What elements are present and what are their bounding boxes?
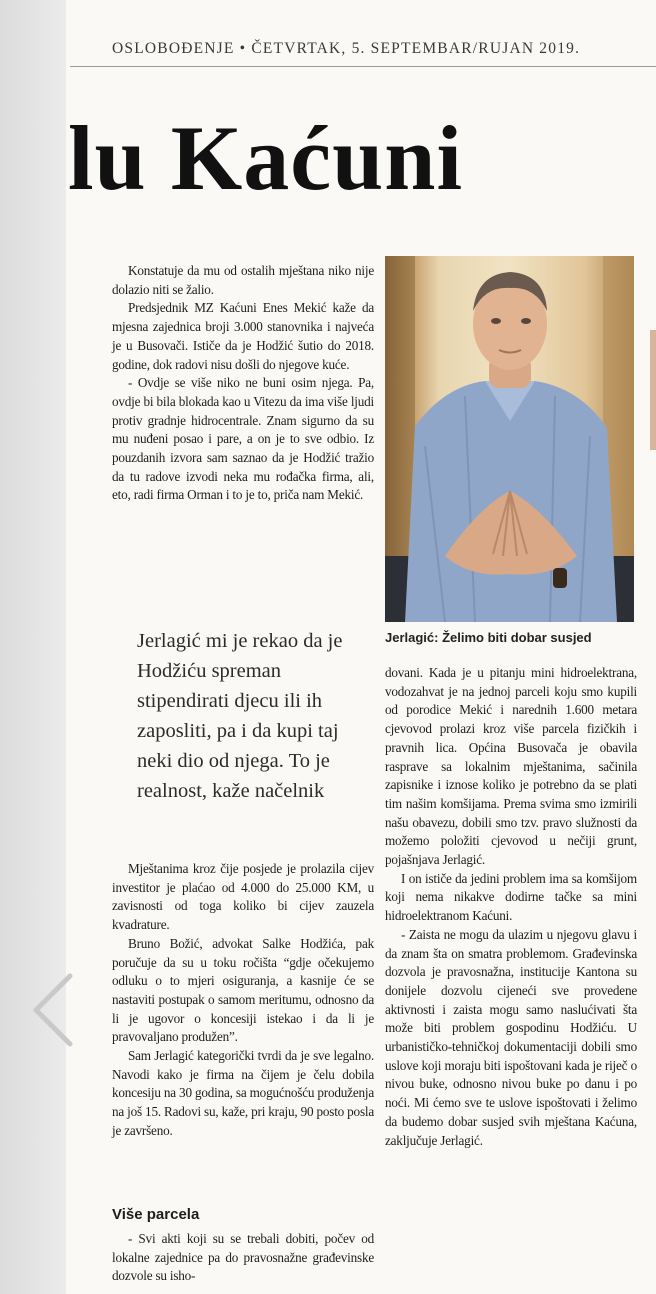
paragraph: - Zaista ne mogu da ulazim u njegovu glavu i da znam šta on smatra problemom. Građevinska dozvola je pravosnažna, institucije Kantona su donijele dozvolu cijeneći sve provedene aktivnosti i zaista mogu samo naslućivati šta može biti problem gospodinu Hodžiću. U urbanističko-tehničkoj dokumentaciji dobili smo uslove koji moraju biti ispoštovani kada je riječ o nivou buke, odnosno nivou buke po danu i po noći. Mi ćemo sve te uslove ispoštovati i želimo da budemo dobar susjed svih mještana Kaćuna, zaključuje Jerlagić.	[385, 926, 637, 1148]
paragraph: dovani. Kada je u pitanju mini hidroelektrana, vodozahvat je na jednoj parceli koju smo kupili od porodice Mekić i narednih 1.600 metara cjevovod prolazi kroz više parcela fizičkih i pravnih lica. Općina Busovača je obavila rasprave sa lokalnim mještanima, sačinila zapisnike i iznose koliko je potrebno da se plati tim našim komšijama. Prema svima smo izmirili našu obavezu, dobili smo tzv. pravo služnosti da možemo položiti cjevovod u nečiji grunt, pojašnjava Jerlagić.	[385, 665, 637, 868]
paragraph: Konstatuje da mu od ostalih mještana niko nije dolazio niti se žalio.	[112, 263, 374, 297]
paragraph: - Svi akti koji su se trebali dobiti, počev od lokalne zajednice pa do pravosnažne građevinske dozvole su isho-	[112, 1231, 374, 1284]
paragraph: I on ističe da jedini problem ima sa komšijom koji nema nikakve dodirne tačke sa mini hidroelektranom Kaćuni.	[385, 870, 637, 924]
paragraph: Predsjednik MZ Kaćuni Enes Mekić kaže da mjesna zajednica broji 3.000 stanovnika i najveća je u Busovači. Ističe da je Hodžić šutio do 2018. godine, dok radovi nisu došli do njegove kuće.	[112, 300, 374, 372]
paragraph: Bruno Božić, advokat Salke Hodžića, pak poručuje da su u toku ročišta “gdje očekujemo odluku o to mjeri osiguranja, a kasnije će se nastaviti postupak o samom meritumu, odnosno da li je ugovor o koncesiji istekao i da li je pravovaljano produžen”.	[112, 935, 374, 1045]
headline: lu Kaćuni	[68, 107, 464, 209]
adjacent-page-edge	[650, 330, 656, 450]
paragraph: Mještanima kroz čije posjede je prolazila cijev investitor je plaćao od 4.000 do 25.000 KM, u zavisnosti od toga koliko bi cijev zauzela kvadrature.	[112, 861, 374, 933]
article-column-2	[385, 664, 637, 1150]
chevron-left-icon[interactable]	[28, 970, 78, 1050]
masthead: OSLOBOĐENJE • ČETVRTAK, 5. SEPTEMBAR/RUJAN 2019.	[112, 40, 581, 57]
portrait-photo	[385, 256, 634, 622]
subheading: Više parcela	[112, 1206, 200, 1223]
photo-caption: Jerlagić: Želimo biti dobar susjed	[385, 630, 592, 645]
masthead-rule	[70, 66, 656, 67]
article-column-1-top	[112, 262, 374, 505]
paragraph: Sam Jerlagić kategorički tvrdi da je sve legalno. Navodi kako je firma na čijem je čelu dobila koncesiju na 30 godina, sa mogućnošću produženja na još 15. Radovi su, kaže, pri kraju, 90 posto posla je završeno.	[112, 1048, 374, 1138]
viewer-background	[0, 0, 66, 1294]
portrait-illustration	[385, 256, 634, 622]
article-column-1-end	[112, 1230, 374, 1286]
pull-quote: Jerlagić mi je rekao da je Hodžiću spreman stipendirati djecu ili ih zaposliti, pa i da kupi taj neki dio od njega. To je realnost, kaže načelnik	[137, 630, 343, 802]
article-column-1-bottom	[112, 860, 374, 1141]
paragraph: - Ovdje se više niko ne buni osim njega. Pa, ovdje bi bila blokada kao u Vitezu da ima više ljudi protiv gradnje hidrocentrale. Znam sigurno da su mu nuđeni posao i pare, a on je to sve odbio. Iz pouzdanih izvora sam saznao da je Hodžić tražio da tu radove izvodi neka mu rođačka firma, ali, eto, radi firma Orman i to je to, priča nam Mekić.	[112, 375, 374, 503]
